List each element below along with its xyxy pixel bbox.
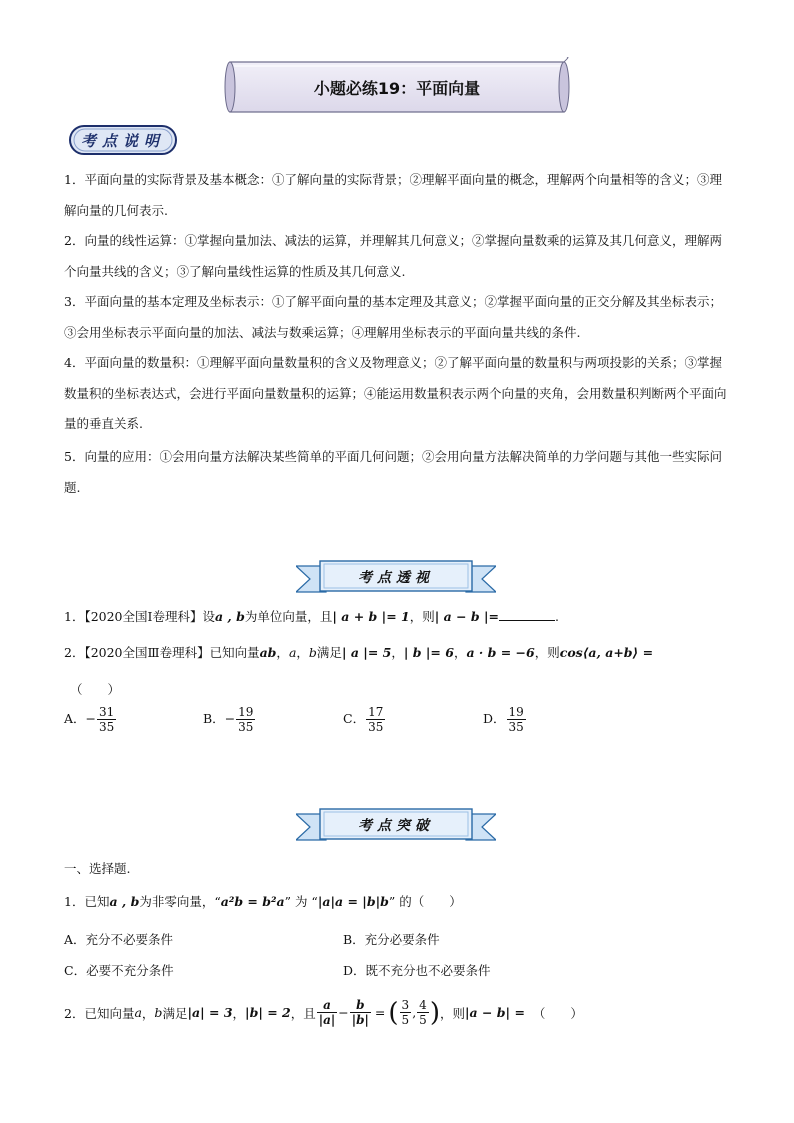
answer-blank[interactable] bbox=[499, 609, 555, 621]
page-title: 小题必练19：平面向量 bbox=[313, 79, 481, 98]
fraction-3-5: $\frac{3}{5}$ bbox=[401, 998, 410, 1027]
ribbon-label: 考点透视 bbox=[358, 570, 434, 586]
ribbon-kaodian-tupo bbox=[296, 806, 496, 846]
fraction-a-over-norm: $\frac{a}{|a|}$ bbox=[318, 998, 336, 1027]
p1-option-b[interactable]: B．充分必要条件 bbox=[343, 932, 440, 947]
p1-option-c[interactable]: C．必要不充分条件 bbox=[64, 963, 174, 978]
section-badge-explanation bbox=[68, 124, 178, 156]
question-2: 2．【2020全国Ⅲ卷理科】已知向量ab，a，b满足| a |= 5，| b |= 6，a · b = −6，则cos⟨a, a+b⟩ = bbox=[64, 645, 654, 660]
fraction: $\frac{17}{35}$ bbox=[368, 705, 384, 734]
fraction-b-over-norm: $\frac{b}{|b|}$ bbox=[351, 998, 369, 1027]
fraction: $\frac{31}{35}$ bbox=[99, 705, 115, 734]
right-paren: ) bbox=[429, 997, 440, 1028]
explanation-4: 4．平面向量的数量积：①理解平面向量数量积的含义及物理意义；②了解平面向量的数量积与两项投影的关系；③掌握数量积的坐标表达式，会进行平面向量数量积的运算；④能运用数量积表示两个向量的夹角，会用数量积判断两个平面向量的垂直关系. bbox=[64, 355, 727, 431]
explanation-5: 5．向量的应用：①会用向量方法解决某些简单的平面几何问题；②会用向量方法解决简单的力学问题与其他一些实际问题. bbox=[64, 449, 722, 495]
section-heading: 一、选择题. bbox=[64, 861, 131, 876]
problem-1: 1．已知a , b为非零向量，“a²b = b²a” 为 “|a|a = |b|b” 的（ ） bbox=[64, 894, 462, 909]
fraction-4-5: $\frac{4}{5}$ bbox=[419, 998, 427, 1027]
fraction: $\frac{19}{35}$ bbox=[508, 705, 524, 734]
q2-option-d[interactable]: D． $\frac{19}{35}$ bbox=[483, 705, 524, 734]
left-paren: ( bbox=[388, 997, 399, 1028]
q2-option-a[interactable]: A．− $\frac{31}{35}$ bbox=[64, 705, 115, 734]
problem-2: 2．已知向量 a ， b 满足 |a| = 3 ， |b| = 2 ，且 $\frac{a}{|a|}$ − $\frac{b}{|b|}$ = ( $\frac{3}{5}$ , $\frac{4}{5}$ ) ，则 |a − b| = （ ） bbox=[64, 997, 583, 1028]
fraction: $\frac{19}{35}$ bbox=[238, 705, 254, 734]
ribbon-label: 考点突破 bbox=[358, 818, 434, 834]
title-banner bbox=[222, 56, 572, 116]
ribbon-kaodian-toushi bbox=[296, 558, 496, 598]
p1-option-a[interactable]: A．充分不必要条件 bbox=[64, 932, 174, 947]
explanation-2: 2．向量的线性运算：①掌握向量加法、减法的运算，并理解其几何意义；②掌握向量数乘的运算及其几何意义，理解两个向量共线的含义；③了解向量线性运算的性质及其几何意义. bbox=[64, 233, 722, 279]
p1-option-d[interactable]: D．既不充分也不必要条件 bbox=[343, 963, 491, 978]
explanation-3: 3．平面向量的基本定理及坐标表示：①了解平面向量的基本定理及其意义；②掌握平面向量的正交分解及其坐标表示；③会用坐标表示平面向量的加法、减法与数乘运算；④理解用坐标表示的平面向量共线的条件. bbox=[64, 294, 722, 340]
explanation-1: 1．平面向量的实际背景及基本概念：①了解向量的实际背景；②理解平面向量的概念，理解两个向量相等的含义；③理解向量的几何表示. bbox=[64, 172, 722, 218]
q2-option-b[interactable]: B．− $\frac{19}{35}$ bbox=[203, 705, 254, 734]
q2-option-c[interactable]: C． $\frac{17}{35}$ bbox=[343, 705, 384, 734]
question-2-paren: （ ） bbox=[70, 682, 121, 697]
badge-label: 考点说明 bbox=[80, 132, 165, 150]
question-1: 1．【2020全国Ⅰ卷理科】设a , b为单位向量，且| a + b |= 1，则| a − b |= . bbox=[64, 609, 560, 624]
